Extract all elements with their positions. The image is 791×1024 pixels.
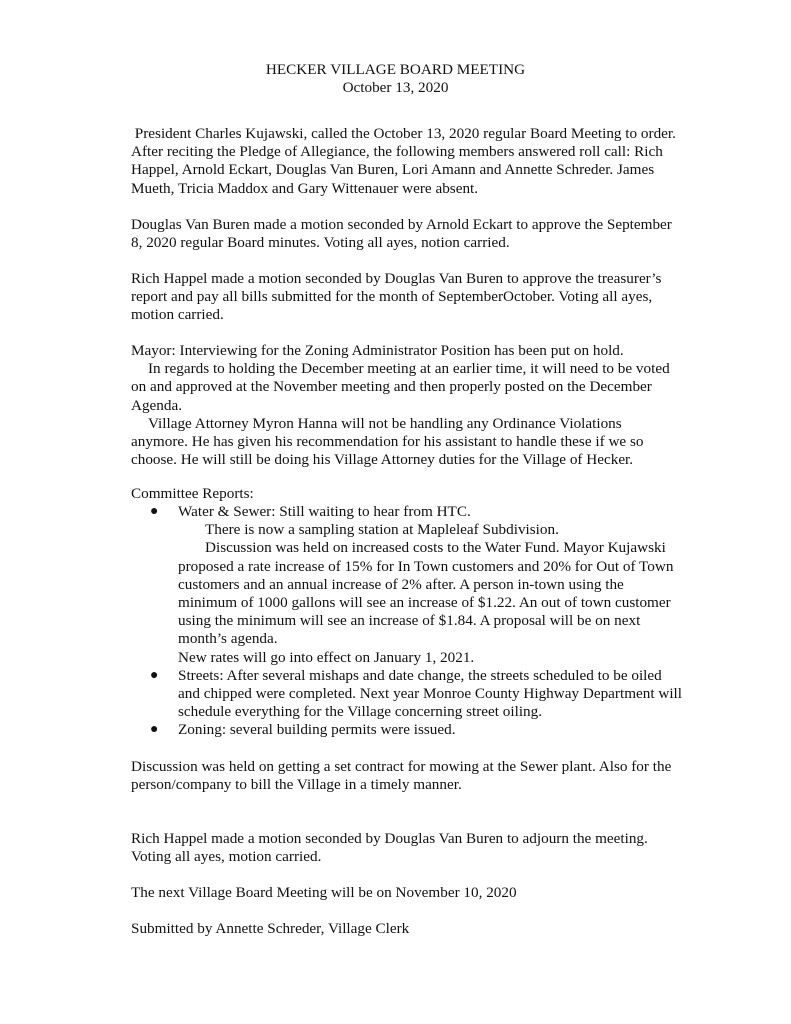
text-line: Mayor: Interviewing for the Zoning Administrator Position has been put on hold.	[131, 342, 624, 359]
text-line: motion carried.	[131, 306, 224, 324]
text-line: Village Attorney Myron Hanna will not be handling any Ordinance Violations	[148, 414, 622, 432]
text-line: President Charles Kujawski, called the October 13, 2020 regular Board Meeting to order.	[131, 125, 676, 142]
paragraph-mowing-contract	[131, 758, 731, 794]
text-line: 8, 2020 regular Board minutes. Voting all ayes, notion carried.	[131, 234, 510, 252]
text-line: and chipped were completed. Next year Monroe County Highway Department will	[178, 685, 682, 703]
meeting-date: October 13, 2020	[342, 79, 449, 96]
text-line: In regards to holding the December meeting at an earlier time, it will need to be voted	[148, 360, 670, 378]
list-item-streets	[131, 667, 731, 722]
text-line: Douglas Van Buren made a motion seconded by Arnold Eckart to approve the September	[131, 216, 672, 233]
list-item-zoning	[131, 721, 731, 739]
text-line: Streets: After several mishaps and date change, the streets scheduled to be oiled	[178, 666, 662, 684]
text-line: minimum of 1000 gallons will see an increase of $1.22. An out of town customer	[178, 594, 671, 612]
text-line: Happel, Arnold Eckart, Douglas Van Buren, Lori Amann and Annette Schreder. James	[131, 161, 655, 179]
list-item-water-sewer	[131, 503, 731, 667]
text-line: person/company to bill the Village in a timely manner.	[131, 776, 462, 794]
text-line: Committee Reports:	[131, 485, 254, 502]
text-line: proposed a rate increase of 15% for In Town customers and 20% for Out of Town	[178, 557, 674, 575]
text-line: The next Village Board Meeting will be on November 10, 2020	[131, 884, 517, 901]
paragraph-adjourn-motion	[131, 830, 731, 866]
text-line: There is now a sampling station at Mapleleaf Subdivision.	[205, 521, 559, 539]
paragraph-submitted-by	[131, 920, 731, 938]
text-line: schedule everything for the Village concerning street oiling.	[178, 703, 543, 721]
text-line: report and pay all bills submitted for the month of SeptemberOctober. Voting all ayes,	[131, 288, 653, 306]
document-title: HECKER VILLAGE BOARD MEETING	[265, 61, 526, 78]
committee-reports-heading	[131, 485, 731, 503]
text-line: Zoning: several building permits were issued.	[178, 721, 456, 739]
bullet-icon: ●	[150, 722, 159, 738]
text-line: using the minimum will see an increase of $1.84. A proposal will be on next	[178, 612, 641, 630]
text-line: Discussion was held on increased costs to the Water Fund. Mayor Kujawski	[205, 539, 666, 557]
text-line: month’s agenda.	[178, 630, 278, 648]
text-line: Agenda.	[131, 396, 183, 414]
text-line: choose. He will still be doing his Village Attorney duties for the Village of Hecker.	[131, 451, 634, 469]
text-line: Voting all ayes, motion carried.	[131, 848, 322, 866]
paragraph-mayor-report	[131, 342, 731, 469]
bullet-icon: ●	[150, 667, 159, 683]
text-line: on and approved at the November meeting and then properly posted on the December	[131, 378, 652, 396]
text-line: customers and an annual increase of 2% after. A person in-town using the	[178, 575, 624, 593]
paragraph-call-to-order	[131, 125, 731, 198]
bullet-icon: ●	[150, 504, 159, 519]
text-line: Submitted by Annette Schreder, Village Clerk	[131, 920, 410, 937]
text-line: anymore. He has given his recommendation for his assistant to handle these if we so	[131, 433, 644, 451]
text-line: Rich Happel made a motion seconded by Douglas Van Buren to adjourn the meeting.	[131, 830, 648, 847]
text-line: Water & Sewer: Still waiting to hear from HTC.	[178, 503, 471, 520]
text-line: After reciting the Pledge of Allegiance, the following members answered roll call: Rich	[131, 143, 663, 161]
paragraph-treasurer-motion	[131, 270, 731, 325]
paragraph-minutes-motion	[131, 216, 731, 252]
committee-reports-list	[131, 503, 731, 740]
paragraph-next-meeting	[131, 884, 731, 902]
text-line: Rich Happel made a motion seconded by Douglas Van Buren to approve the treasurer’s	[131, 270, 662, 287]
text-line: New rates will go into effect on January 1, 2021.	[178, 648, 475, 666]
text-line: Discussion was held on getting a set contract for mowing at the Sewer plant. Also for the	[131, 758, 672, 775]
text-line: Mueth, Tricia Maddox and Gary Wittenauer were absent.	[131, 179, 479, 197]
